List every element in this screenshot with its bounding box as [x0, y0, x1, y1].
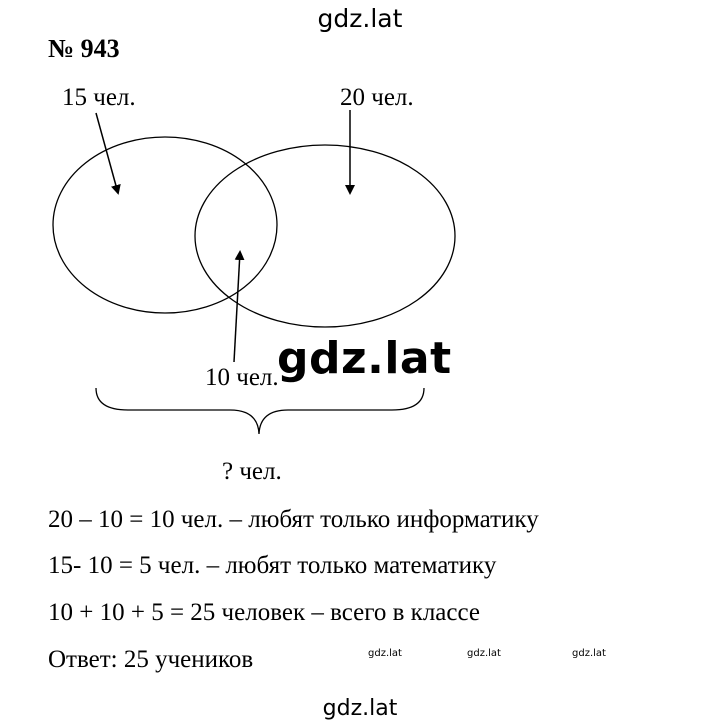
label-intersection: 10 чел. [205, 364, 279, 391]
set-left-circle [53, 137, 277, 313]
watermark-small-3: gdz.lat [572, 648, 606, 659]
watermark-small-1: gdz.lat [368, 648, 402, 659]
watermark-top: gdz.lat [317, 4, 403, 33]
solution-line-2: 15- 10 = 5 чел. – любят только математику [48, 552, 497, 579]
answer-line: Ответ: 25 учеников [48, 646, 254, 673]
watermark-center: gdz.lat [277, 333, 452, 384]
watermark-bottom: gdz.lat [322, 696, 398, 721]
label-left-set: 15 чел. [62, 84, 136, 111]
set-right-circle [195, 145, 455, 327]
problem-number: № 943 [48, 34, 120, 63]
total-brace [96, 388, 424, 434]
solution-line-1: 20 – 10 = 10 чел. – любят только информатику [48, 506, 539, 533]
label-total: ? чел. [222, 458, 282, 485]
watermark-small-2: gdz.lat [467, 648, 501, 659]
arrow-intersection [234, 252, 240, 362]
label-right-set: 20 чел. [340, 84, 414, 111]
solution-line-3: 10 + 10 + 5 = 25 человек – всего в классе [48, 599, 480, 626]
